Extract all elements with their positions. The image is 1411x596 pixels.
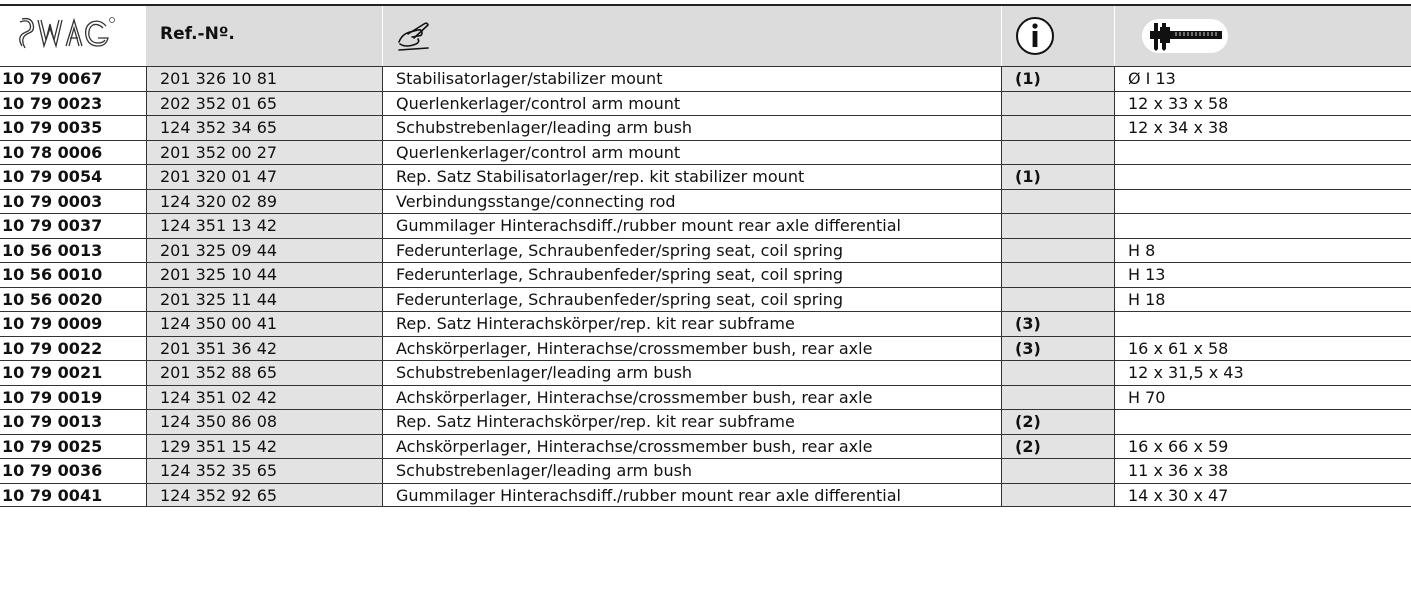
- part-description: Rep. Satz Hinterachskörper/rep. kit rear subframe: [396, 314, 795, 333]
- info-note: [1001, 190, 1114, 214]
- column-divider: [1001, 190, 1002, 214]
- dimensions: [1114, 165, 1411, 189]
- column-divider: [1001, 361, 1002, 385]
- dimensions: H 13: [1128, 265, 1166, 284]
- oe-reference-number: 201 325 11 44: [146, 288, 382, 312]
- info-note: (3): [1001, 312, 1114, 336]
- article-number: 10 79 0023: [2, 93, 103, 113]
- oe-reference-number: 201 320 01 47: [146, 165, 382, 189]
- info-note: [1001, 141, 1114, 165]
- column-divider: [1114, 239, 1115, 263]
- part-description: Achskörperlager, Hinterachse/crossmember bush, rear axle: [396, 436, 873, 456]
- column-divider: [1114, 484, 1115, 507]
- dimensions: H 18: [1128, 289, 1166, 309]
- column-divider: [1114, 190, 1115, 214]
- column-divider: [1114, 165, 1115, 189]
- article-number: 10 56 0010: [2, 265, 103, 284]
- column-divider: [382, 361, 383, 385]
- dimensions: 16 x 66 x 59: [1128, 436, 1229, 456]
- oe-reference-number: 124 320 02 89: [146, 190, 382, 214]
- article-number: 10 79 0036: [2, 461, 103, 480]
- column-divider: [1001, 165, 1002, 189]
- table-row: [0, 66, 1411, 91]
- oe-reference-number: 202 352 01 65: [146, 92, 382, 116]
- table-row: [0, 336, 1411, 361]
- oe-reference-number: 124 352 35 65: [146, 459, 382, 483]
- column-divider: [146, 263, 147, 287]
- header-divider: [1114, 6, 1115, 66]
- header-band: [146, 6, 1411, 66]
- column-divider: [382, 312, 383, 336]
- article-number: 10 79 0009: [2, 314, 103, 333]
- part-description: Rep. Satz Hinterachskörper/rep. kit rear subframe: [396, 412, 795, 431]
- part-description: Achskörperlager, Hinterachse/crossmember bush, rear axle: [396, 387, 873, 407]
- article-number: 10 56 0020: [2, 289, 103, 309]
- column-divider: [146, 92, 147, 116]
- column-divider: [1114, 141, 1115, 165]
- table-row: [0, 238, 1411, 263]
- article-number: 10 79 0025: [2, 436, 103, 456]
- column-divider: [1114, 435, 1115, 459]
- part-description: Federunterlage, Schraubenfeder/spring seat, coil spring: [396, 289, 844, 309]
- table-row: [0, 140, 1411, 165]
- column-divider: [1114, 92, 1115, 116]
- column-divider: [1114, 386, 1115, 410]
- part-description: Rep. Satz Stabilisatorlager/rep. kit stabilizer mount: [396, 167, 805, 186]
- column-divider: [382, 386, 383, 410]
- article-number: 10 78 0006: [2, 142, 103, 162]
- column-divider: [382, 337, 383, 361]
- info-note: [1001, 239, 1114, 263]
- column-divider: [146, 410, 147, 434]
- column-divider: [1114, 361, 1115, 385]
- column-divider: [382, 239, 383, 263]
- part-description: Querlenkerlager/control arm mount: [396, 142, 681, 162]
- column-divider: [1001, 312, 1002, 336]
- part-description: Schubstrebenlager/leading arm bush: [396, 363, 693, 382]
- oe-reference-number: 124 352 34 65: [146, 116, 382, 140]
- part-description: Gummilager Hinterachsdiff./rubber mount rear axle differential: [396, 485, 901, 505]
- column-divider: [146, 288, 147, 312]
- column-divider: [1114, 67, 1115, 91]
- column-divider: [382, 288, 383, 312]
- dimensions: [1114, 410, 1411, 434]
- column-divider: [1001, 386, 1002, 410]
- column-divider: [1114, 116, 1115, 140]
- column-divider: [382, 435, 383, 459]
- column-divider: [382, 214, 383, 238]
- column-divider: [382, 190, 383, 214]
- info-note: [1001, 116, 1114, 140]
- article-number: 10 79 0037: [2, 216, 103, 235]
- table-row: [0, 189, 1411, 214]
- part-description: Stabilisatorlager/stabilizer mount: [396, 69, 663, 88]
- oe-reference-number: 124 350 86 08: [146, 410, 382, 434]
- writing-hand-icon: [394, 16, 434, 60]
- column-divider: [382, 141, 383, 165]
- part-description: Schubstrebenlager/leading arm bush: [396, 118, 693, 137]
- info-icon: [1014, 15, 1056, 61]
- dimensions: H 8: [1128, 240, 1156, 260]
- column-divider: [146, 337, 147, 361]
- column-divider: [146, 116, 147, 140]
- info-note: [1001, 459, 1114, 483]
- dimensions: 14 x 30 x 47: [1128, 485, 1229, 505]
- table-row: [0, 91, 1411, 116]
- swag-logo-graphic: [0, 6, 146, 66]
- table-row: [0, 213, 1411, 238]
- article-number: 10 79 0054: [2, 167, 103, 186]
- article-number: 10 79 0019: [2, 387, 103, 407]
- table-row: [0, 434, 1411, 459]
- part-description: Querlenkerlager/control arm mount: [396, 93, 681, 113]
- dimensions: [1114, 312, 1411, 336]
- table-row: [0, 483, 1411, 508]
- table-row: [0, 458, 1411, 483]
- column-divider: [146, 239, 147, 263]
- column-divider: [1001, 141, 1002, 165]
- oe-reference-number: 201 325 09 44: [146, 239, 382, 263]
- info-note: [1001, 361, 1114, 385]
- column-divider: [1001, 435, 1002, 459]
- table-row: [0, 262, 1411, 287]
- column-divider: [1114, 410, 1115, 434]
- column-divider: [146, 312, 147, 336]
- part-description: Verbindungsstange/connecting rod: [396, 191, 676, 211]
- column-divider: [382, 484, 383, 507]
- column-divider: [1114, 263, 1115, 287]
- column-divider: [146, 141, 147, 165]
- oe-reference-number: 201 352 88 65: [146, 361, 382, 385]
- column-divider: [382, 263, 383, 287]
- column-divider: [146, 435, 147, 459]
- column-divider: [382, 165, 383, 189]
- info-note: [1001, 288, 1114, 312]
- dimensions: [1114, 190, 1411, 214]
- article-number: 10 56 0013: [2, 240, 103, 260]
- table-row: [0, 115, 1411, 140]
- table-header: [0, 6, 1411, 66]
- dimensions: 12 x 33 x 58: [1128, 93, 1229, 113]
- part-description: Federunterlage, Schraubenfeder/spring seat, coil spring: [396, 240, 844, 260]
- dimensions: 12 x 34 x 38: [1128, 118, 1229, 137]
- header-divider: [382, 6, 383, 66]
- column-divider: [1114, 459, 1115, 483]
- info-note: [1001, 263, 1114, 287]
- column-divider: [1001, 337, 1002, 361]
- column-divider: [1001, 484, 1002, 507]
- oe-reference-number: 124 350 00 41: [146, 312, 382, 336]
- oe-reference-number: 124 351 02 42: [146, 386, 382, 410]
- column-divider: [382, 459, 383, 483]
- article-number: 10 79 0022: [2, 338, 103, 358]
- column-divider: [146, 386, 147, 410]
- oe-reference-number: 129 351 15 42: [146, 435, 382, 459]
- table-row: [0, 311, 1411, 336]
- table-row: [0, 360, 1411, 385]
- info-note: [1001, 386, 1114, 410]
- column-divider: [1114, 337, 1115, 361]
- column-divider: [382, 67, 383, 91]
- column-divider: [146, 214, 147, 238]
- caliper-icon: [1140, 17, 1230, 59]
- column-divider: [1001, 239, 1002, 263]
- column-divider: [1001, 67, 1002, 91]
- column-divider: [1001, 288, 1002, 312]
- column-divider: [146, 165, 147, 189]
- column-divider: [1001, 410, 1002, 434]
- oe-reference-number: 124 352 92 65: [146, 484, 382, 507]
- column-divider: [1001, 116, 1002, 140]
- part-description: Achskörperlager, Hinterachse/crossmember bush, rear axle: [396, 338, 873, 358]
- column-divider: [1114, 214, 1115, 238]
- parts-table-body: [0, 66, 1411, 507]
- oe-reference-number: 124 351 13 42: [146, 214, 382, 238]
- column-divider: [1001, 92, 1002, 116]
- article-number: 10 79 0041: [2, 485, 103, 505]
- ref-number-header: Ref.-Nº.: [160, 24, 235, 44]
- article-number: 10 79 0003: [2, 191, 103, 211]
- column-divider: [146, 361, 147, 385]
- column-divider: [146, 67, 147, 91]
- table-row: [0, 164, 1411, 189]
- column-divider: [1114, 288, 1115, 312]
- column-divider: [1114, 312, 1115, 336]
- dimensions: 12 x 31,5 x 43: [1128, 363, 1244, 382]
- column-divider: [146, 484, 147, 507]
- article-number: 10 79 0035: [2, 118, 103, 137]
- dimensions: Ø I 13: [1128, 69, 1176, 88]
- part-description: Gummilager Hinterachsdiff./rubber mount rear axle differential: [396, 216, 901, 235]
- column-divider: [146, 190, 147, 214]
- column-divider: [1001, 263, 1002, 287]
- oe-reference-number: 201 326 10 81: [146, 67, 382, 91]
- article-number: 10 79 0013: [2, 412, 103, 431]
- info-note: (2): [1001, 410, 1114, 434]
- table-row: [0, 385, 1411, 410]
- column-divider: [1001, 459, 1002, 483]
- info-note: (1): [1001, 165, 1114, 189]
- column-divider: [1001, 214, 1002, 238]
- column-divider: [382, 410, 383, 434]
- info-note: (3): [1001, 337, 1114, 361]
- info-note: (1): [1001, 67, 1114, 91]
- dimensions: [1114, 214, 1411, 238]
- oe-reference-number: 201 351 36 42: [146, 337, 382, 361]
- info-note: [1001, 214, 1114, 238]
- column-divider: [146, 459, 147, 483]
- dimensions: H 70: [1128, 387, 1166, 407]
- info-note: [1001, 92, 1114, 116]
- dimensions: 16 x 61 x 58: [1128, 338, 1229, 358]
- part-description: Schubstrebenlager/leading arm bush: [396, 461, 693, 480]
- table-row: [0, 409, 1411, 434]
- article-number: 10 79 0021: [2, 363, 103, 382]
- swag-logo: [0, 6, 146, 66]
- column-divider: [382, 116, 383, 140]
- dimensions: 11 x 36 x 38: [1128, 461, 1229, 480]
- info-note: [1001, 484, 1114, 507]
- column-divider: [382, 92, 383, 116]
- dimensions: [1114, 141, 1411, 165]
- info-note: (2): [1001, 435, 1114, 459]
- part-description: Federunterlage, Schraubenfeder/spring seat, coil spring: [396, 265, 844, 284]
- oe-reference-number: 201 325 10 44: [146, 263, 382, 287]
- header-divider: [1001, 6, 1002, 66]
- table-row: [0, 287, 1411, 312]
- oe-reference-number: 201 352 00 27: [146, 141, 382, 165]
- article-number: 10 79 0067: [2, 69, 103, 88]
